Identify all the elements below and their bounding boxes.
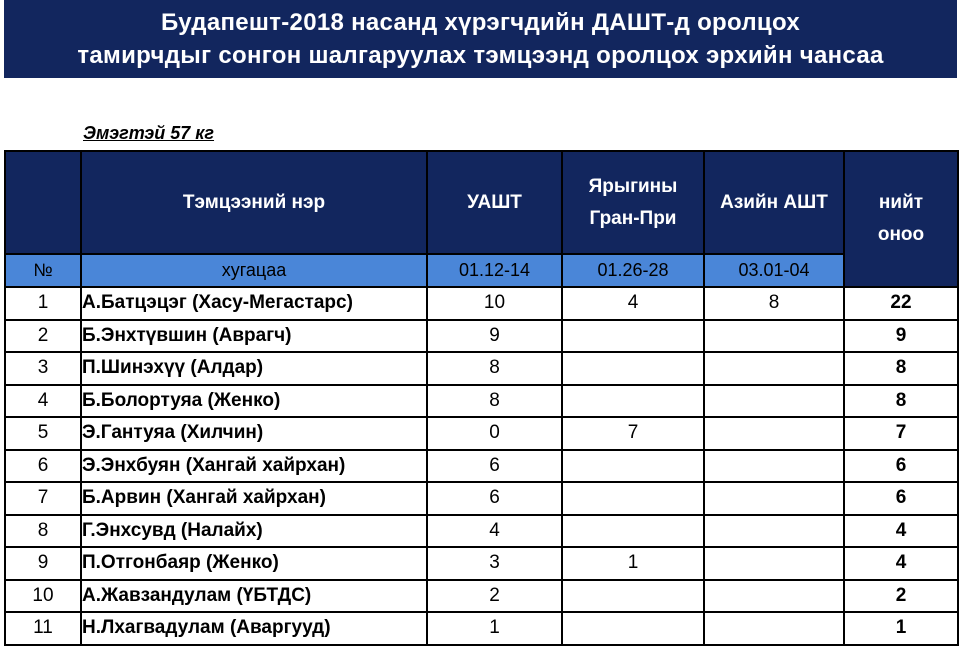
rank-cell: 11 — [5, 612, 81, 645]
asian-score-cell — [704, 580, 844, 613]
asian-score-cell — [704, 385, 844, 418]
ranking-table — [4, 150, 959, 646]
rank-cell: 7 — [5, 482, 81, 515]
yarygin-score-cell — [562, 580, 704, 613]
athlete-name-cell: А.Жавзандулам (ҮБТДС) — [81, 580, 427, 613]
yarygin-score-cell: 1 — [562, 547, 704, 580]
rank-cell: 6 — [5, 450, 81, 483]
table-row — [5, 547, 958, 580]
yarygin-score-cell — [562, 482, 704, 515]
yarygin-score-cell — [562, 320, 704, 353]
uasht-score-cell: 1 — [427, 612, 562, 645]
total-score-cell: 6 — [844, 450, 958, 483]
subheader-row — [5, 254, 958, 287]
asian-score-cell — [704, 482, 844, 515]
header-col-uasht: УАШТ — [427, 151, 562, 254]
header-col-yarygin: Ярыгины Гран-При — [562, 151, 704, 254]
yarygin-score-cell — [562, 385, 704, 418]
total-score-cell: 4 — [844, 547, 958, 580]
rank-cell: 4 — [5, 385, 81, 418]
asian-score-cell — [704, 417, 844, 450]
table-row — [5, 450, 958, 483]
yarygin-score-cell — [562, 612, 704, 645]
uasht-score-cell: 6 — [427, 450, 562, 483]
yarygin-score-cell: 4 — [562, 287, 704, 320]
asian-score-cell — [704, 352, 844, 385]
uasht-score-cell: 3 — [427, 547, 562, 580]
asian-score-cell: 8 — [704, 287, 844, 320]
total-score-cell: 8 — [844, 352, 958, 385]
athlete-name-cell: П.Шинэхүү (Алдар) — [81, 352, 427, 385]
table-row — [5, 580, 958, 613]
uasht-score-cell: 10 — [427, 287, 562, 320]
uasht-score-cell: 4 — [427, 515, 562, 548]
header-number: № — [5, 254, 81, 287]
header-event-name: Тэмцээний нэр — [81, 151, 427, 254]
asian-score-cell — [704, 547, 844, 580]
athlete-name-cell: Э.Энхбуян (Хангай хайрхан) — [81, 450, 427, 483]
yarygin-score-cell — [562, 352, 704, 385]
yarygin-score-cell — [562, 515, 704, 548]
rank-cell: 8 — [5, 515, 81, 548]
rank-cell: 5 — [5, 417, 81, 450]
header-row — [5, 151, 958, 254]
header-col-asian: Азийн АШТ — [704, 151, 844, 254]
header-blank-cell — [5, 151, 81, 254]
header-total: нийт оноо — [844, 151, 958, 287]
athlete-name-cell: Б.Арвин (Хангай хайрхан) — [81, 482, 427, 515]
rank-cell: 3 — [5, 352, 81, 385]
total-score-cell: 22 — [844, 287, 958, 320]
athlete-name-cell: Э.Гантуяа (Хилчин) — [81, 417, 427, 450]
weight-category: Эмэгтэй 57 кг — [83, 123, 215, 143]
uasht-score-cell: 0 — [427, 417, 562, 450]
table-row — [5, 482, 958, 515]
uasht-score-cell: 2 — [427, 580, 562, 613]
title-line-1: Будапешт-2018 насанд хүрэгчдийн ДАШТ-д оролцох — [161, 9, 800, 36]
table-row — [5, 320, 958, 353]
athlete-name-cell: Н.Лхагвадулам (Аваргууд) — [81, 612, 427, 645]
table-row — [5, 287, 958, 320]
yarygin-score-cell: 7 — [562, 417, 704, 450]
header-date-1: 01.12-14 — [427, 254, 562, 287]
total-score-cell: 8 — [844, 385, 958, 418]
uasht-score-cell: 9 — [427, 320, 562, 353]
total-score-cell: 1 — [844, 612, 958, 645]
header-date-3: 03.01-04 — [704, 254, 844, 287]
rank-cell: 1 — [5, 287, 81, 320]
rank-cell: 10 — [5, 580, 81, 613]
title-banner — [4, 0, 957, 78]
table-row — [5, 515, 958, 548]
asian-score-cell — [704, 450, 844, 483]
table-row — [5, 385, 958, 418]
asian-score-cell — [704, 515, 844, 548]
total-score-cell: 6 — [844, 482, 958, 515]
total-score-cell: 9 — [844, 320, 958, 353]
uasht-score-cell: 8 — [427, 352, 562, 385]
athlete-name-cell: Г.Энхсувд (Налайх) — [81, 515, 427, 548]
header-date-2: 01.26-28 — [562, 254, 704, 287]
athlete-name-cell: А.Батцэцэг (Хасу-Мегастарс) — [81, 287, 427, 320]
asian-score-cell — [704, 320, 844, 353]
table-row — [5, 612, 958, 645]
table-row — [5, 417, 958, 450]
asian-score-cell — [704, 612, 844, 645]
table-row — [5, 352, 958, 385]
title-line-2: тамирчдыг сонгон шалгаруулах тэмцээнд оролцох эрхийн чансаа — [77, 42, 884, 69]
total-score-cell: 7 — [844, 417, 958, 450]
athlete-name-cell: Б.Болортуяа (Женко) — [81, 385, 427, 418]
uasht-score-cell: 8 — [427, 385, 562, 418]
uasht-score-cell: 6 — [427, 482, 562, 515]
total-score-cell: 2 — [844, 580, 958, 613]
rank-cell: 9 — [5, 547, 81, 580]
total-score-cell: 4 — [844, 515, 958, 548]
athlete-name-cell: П.Отгонбаяр (Женко) — [81, 547, 427, 580]
athlete-name-cell: Б.Энхтүвшин (Аврагч) — [81, 320, 427, 353]
rank-cell: 2 — [5, 320, 81, 353]
yarygin-score-cell — [562, 450, 704, 483]
header-date-label: хугацаа — [81, 254, 427, 287]
